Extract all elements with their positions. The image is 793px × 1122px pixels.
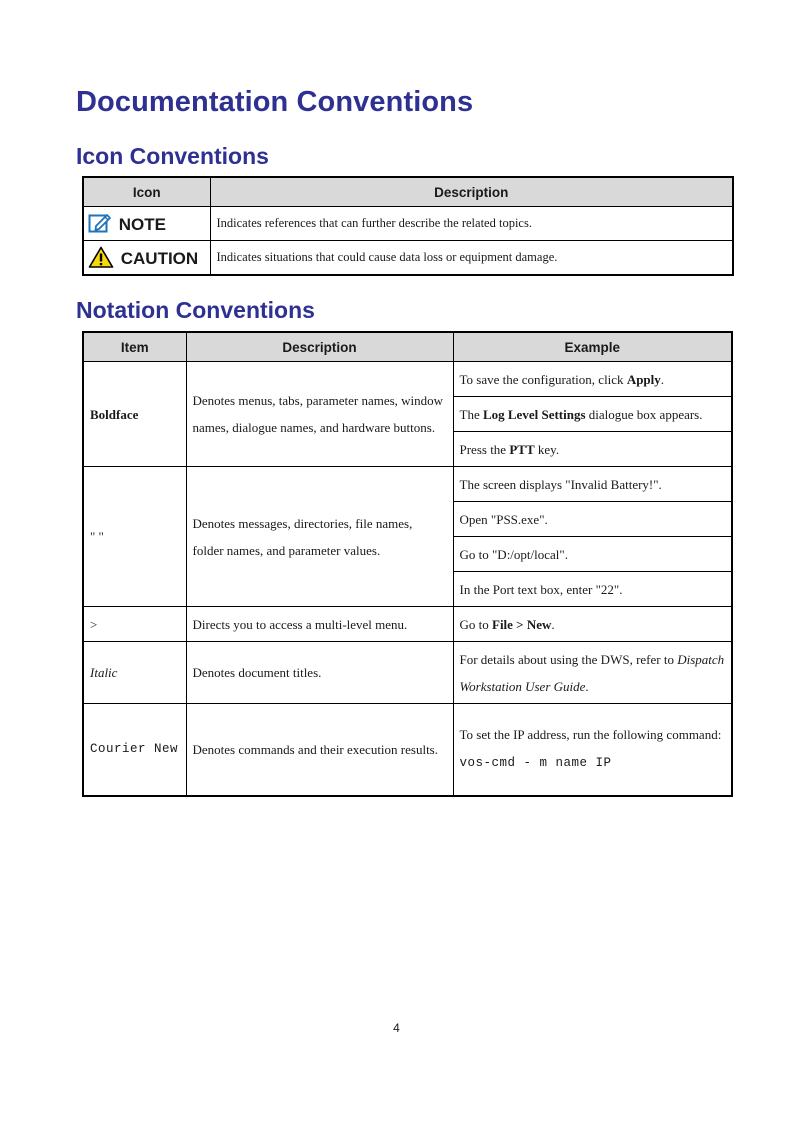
column-header-description: Description (186, 332, 453, 362)
example-cell: Go to "D:/opt/local". (453, 537, 732, 572)
example-cell: To set the IP address, run the following command: vos-cmd - m name IP (453, 704, 732, 796)
icon-conventions-table (82, 176, 734, 276)
notation-conventions-table (82, 331, 733, 797)
table-row (83, 467, 732, 502)
example-cell: Go to File > New. (453, 607, 732, 642)
note-label-cell (83, 207, 210, 241)
table-row (83, 642, 732, 704)
table-row (83, 704, 732, 796)
column-header-description: Description (210, 177, 733, 207)
table-row (83, 207, 733, 241)
example-cell: Press the PTT key. (453, 432, 732, 467)
table-row (83, 362, 732, 397)
icon-conventions-heading: Icon Conventions (76, 143, 269, 169)
notation-conventions-heading: Notation Conventions (76, 297, 315, 323)
description-italic: Denotes document titles. (186, 642, 453, 704)
column-header-example: Example (453, 332, 732, 362)
example-cell: To save the configuration, click Apply. (453, 362, 732, 397)
note-icon (88, 215, 119, 234)
description-quotes: Denotes messages, directories, file names, folder names, and parameter values. (186, 467, 453, 607)
item-courier-new: Courier New (83, 704, 186, 796)
page-title: Documentation Conventions (76, 86, 474, 118)
description-courier-new: Denotes commands and their execution results. (186, 704, 453, 796)
item-italic: Italic (90, 665, 118, 680)
example-cell: Open "PSS.exe". (453, 502, 732, 537)
page-number: 4 (393, 1021, 400, 1035)
example-cell: For details about using the DWS, refer to Dispatch Workstation User Guide. (453, 642, 732, 704)
column-header-icon: Icon (83, 177, 210, 207)
example-cell: The Log Level Settings dialogue box appears. (453, 397, 732, 432)
table-row (83, 607, 732, 642)
caution-label-cell (83, 241, 210, 276)
item-boldface: Boldface (90, 406, 139, 422)
item-quotes: " " (83, 467, 186, 607)
note-label: NOTE (118, 215, 166, 234)
caution-label: CAUTION (120, 249, 199, 268)
column-header-item: Item (83, 332, 186, 362)
caution-icon (88, 249, 121, 268)
note-description: Indicates references that can further describe the related topics. (210, 207, 733, 241)
table-header-row (83, 177, 733, 207)
item-cell (83, 362, 186, 467)
example-cell: In the Port text box, enter "22". (453, 572, 732, 607)
description-greater-than: Directs you to access a multi-level menu. (186, 607, 453, 642)
code-example: vos-cmd - m name IP (459, 756, 612, 771)
item-cell (83, 642, 186, 704)
example-cell: The screen displays "Invalid Battery!". (453, 467, 732, 502)
table-row (83, 241, 733, 276)
item-greater-than: > (83, 607, 186, 642)
table-header-row (83, 332, 732, 362)
description-boldface: Denotes menus, tabs, parameter names, window names, dialogue names, and hardware buttons. (186, 362, 453, 467)
caution-description: Indicates situations that could cause data loss or equipment damage. (210, 241, 733, 276)
